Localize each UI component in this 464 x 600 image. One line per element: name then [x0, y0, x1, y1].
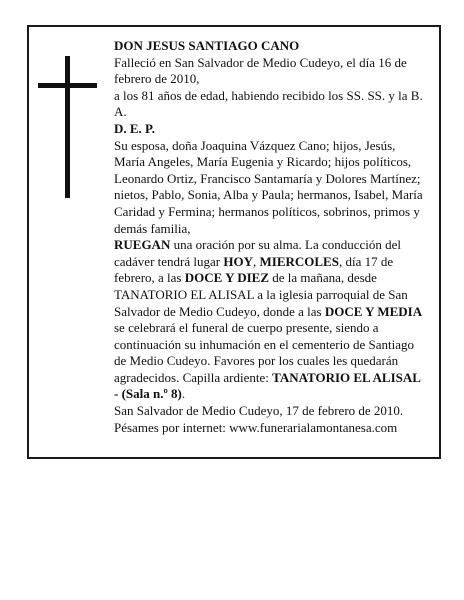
pesames-line: Pésames por internet: www.funerarialamontanesa.com [114, 419, 398, 435]
ruegan-text: RUEGAN [114, 237, 171, 253]
miercoles-text: MIERCOLES [259, 253, 339, 269]
deceased-name: DON JESUS SANTIAGO CANO [114, 38, 300, 53]
death-line: Falleció en San Salvador de Medio Cudeyo, el día 16 de febrero de 2010, [114, 54, 407, 87]
ceremony-paragraph [114, 237, 427, 403]
capilla-text: TANATORIO EL ALISAL - (Sala n.º 8) [114, 369, 421, 402]
cross-vertical-bar [65, 56, 70, 198]
ceremony-text-2: , día 17 de febrero, a las [114, 253, 394, 286]
dep-line: D. E. P. [114, 120, 156, 136]
obituary-text [114, 38, 427, 436]
cross-horizontal-bar [38, 83, 97, 88]
date-line: San Salvador de Medio Cudeyo, 17 de febrero de 2010. [114, 403, 404, 419]
doce-media-text: DOCE Y MEDIA [324, 303, 423, 319]
comma-text: , [252, 253, 260, 269]
ceremony-text-4: se celebrará el funeral de cuerpo presente, siendo a continuación su inhumación en el cementerio de Santiago de Medio Cudeyo. Favores por los cuales les quedarán agradecidos. Capilla ardiente: [114, 320, 414, 385]
ceremony-text-1: una oración por su alma. La conducción del cadáver tendrá lugar [114, 237, 402, 269]
doce-diez-text: DOCE Y DIEZ [184, 270, 270, 286]
ceremony-text-3: de la mañana, desde TANATORIO EL ALISAL a la iglesia parroquial de San Salvador de Medio Cudeyo, donde a las [114, 270, 408, 319]
period-text: . [181, 386, 186, 402]
hoy-text: HOY [223, 253, 253, 269]
age-line: a los 81 años de edad, habiendo recibido los SS. SS. y la B. A. [114, 87, 423, 120]
family-paragraph: Su esposa, doña Joaquina Vázquez Cano; hijos, Jesús, María Angeles, María Eugenia y Ricardo; hijos políticos, Leonardo Ortiz, Francisco Santamaría y Dolores Martínez; nietos, Pablo, Sonia, Alba y Paula; hermanos, Isabel, María Caridad y Fermina; hermanos políticos, sobrinos, primos y demás familia, [114, 137, 423, 236]
